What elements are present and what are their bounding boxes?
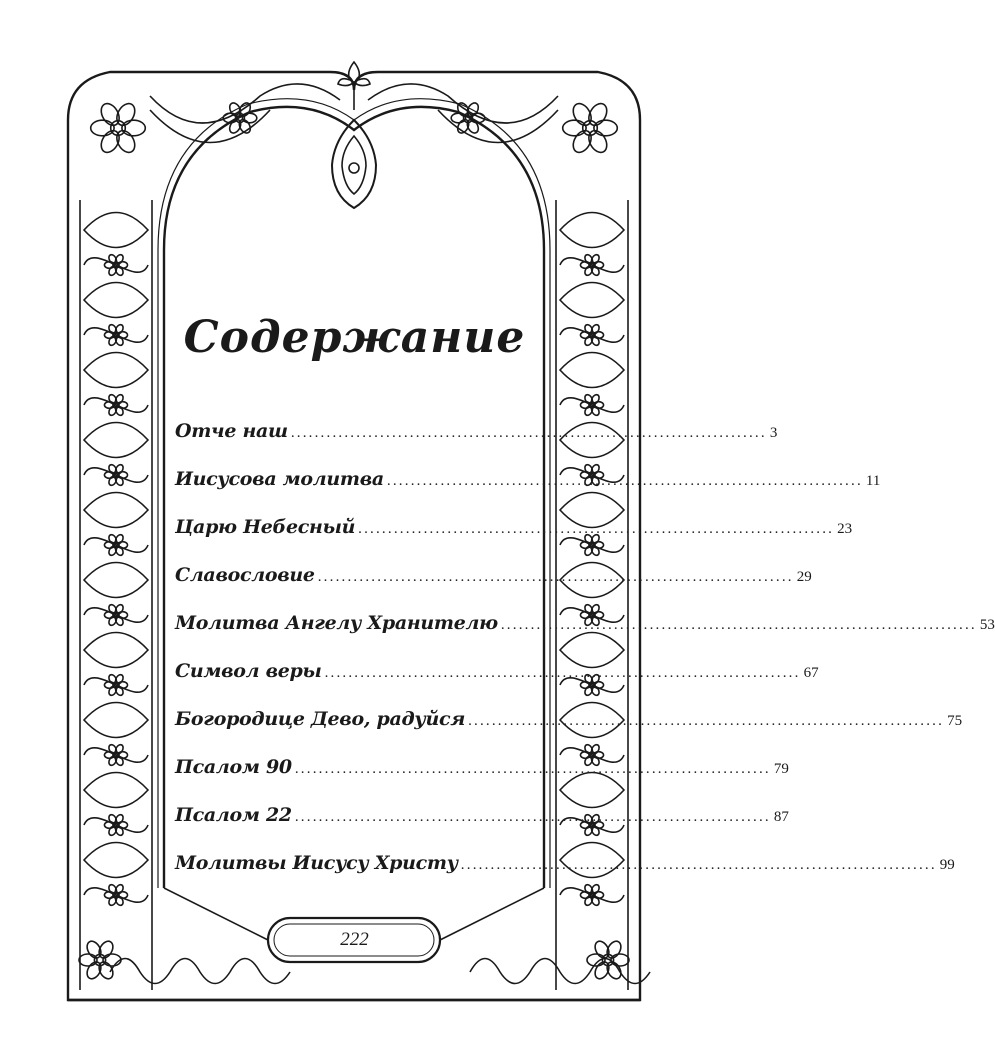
toc-entry-page: 23: [837, 521, 853, 537]
toc-entry-page: 29: [796, 569, 812, 585]
toc-entry-title: Славословие: [175, 564, 315, 586]
toc-entry-title: Псалом 90: [175, 756, 292, 778]
toc-entry[interactable]: [175, 804, 789, 826]
knot-icon: [560, 213, 624, 248]
knot-icon: [84, 563, 148, 598]
toc-entry[interactable]: [175, 708, 963, 730]
toc-entry-title: Богородице Дево, радуйся: [175, 708, 466, 730]
toc-entry-title: Молитвы Иисусу Христу: [175, 852, 458, 874]
dot-leader: ................................................................................: [294, 761, 771, 777]
bottom-vine: [230, 959, 290, 984]
knot-icon: [84, 773, 148, 808]
toc-entry-title: Символ веры: [175, 660, 322, 682]
knot-icon: [84, 213, 148, 248]
bottom-vine: [170, 959, 230, 984]
toc-entry-page: 11: [865, 473, 881, 489]
toc-entry-title: Царю Небесный: [175, 516, 356, 538]
toc-entry-title: Молитва Ангелу Хранителю: [175, 612, 498, 634]
toc-entry[interactable]: [175, 756, 789, 778]
teardrop-ornament-inner: [342, 136, 366, 194]
toc-entry[interactable]: [175, 420, 778, 442]
toc-entry[interactable]: [175, 660, 819, 682]
toc-entry-title: Иисусова молитва: [175, 468, 384, 490]
teardrop-ornament-center: [349, 163, 359, 173]
bottom-vine: [470, 959, 530, 984]
toc-entry[interactable]: [175, 612, 995, 634]
dot-leader: ................................................................................: [317, 569, 794, 585]
dot-leader: ................................................................................: [290, 425, 767, 441]
knot-icon: [84, 423, 148, 458]
dot-leader: ................................................................................: [460, 857, 937, 873]
bottom-vine: [110, 959, 170, 984]
toc-entry[interactable]: [175, 468, 881, 490]
knot-icon: [84, 633, 148, 668]
dot-leader: ................................................................................: [294, 809, 771, 825]
toc-entry[interactable]: [175, 564, 812, 586]
toc-entry-page: 67: [803, 665, 819, 681]
dot-leader: ................................................................................: [468, 713, 945, 729]
toc-entry-page: 99: [939, 857, 955, 873]
toc-entry[interactable]: [175, 516, 853, 538]
knot-icon: [84, 843, 148, 878]
toc-entry[interactable]: [175, 852, 955, 874]
dot-leader: ................................................................................: [324, 665, 801, 681]
toc-entry-page: 75: [947, 713, 963, 729]
dot-leader: ................................................................................: [500, 617, 977, 633]
page-number: 222: [340, 929, 369, 950]
page-title: Содержание: [183, 312, 526, 363]
toc-entry-page: 87: [773, 809, 789, 825]
knot-icon: [560, 633, 624, 668]
toc-entry-page: 3: [769, 425, 778, 441]
dot-leader: ................................................................................: [358, 521, 835, 537]
knot-icon: [84, 493, 148, 528]
toc-entry-page: 53: [979, 617, 995, 633]
toc-entry-title: Псалом 22: [175, 804, 292, 826]
bottom-vine: [530, 959, 590, 984]
knot-icon: [84, 703, 148, 738]
toc-entry-page: 79: [773, 761, 789, 777]
dot-leader: ................................................................................: [386, 473, 863, 489]
toc-entry-title: Отче наш: [175, 420, 288, 442]
